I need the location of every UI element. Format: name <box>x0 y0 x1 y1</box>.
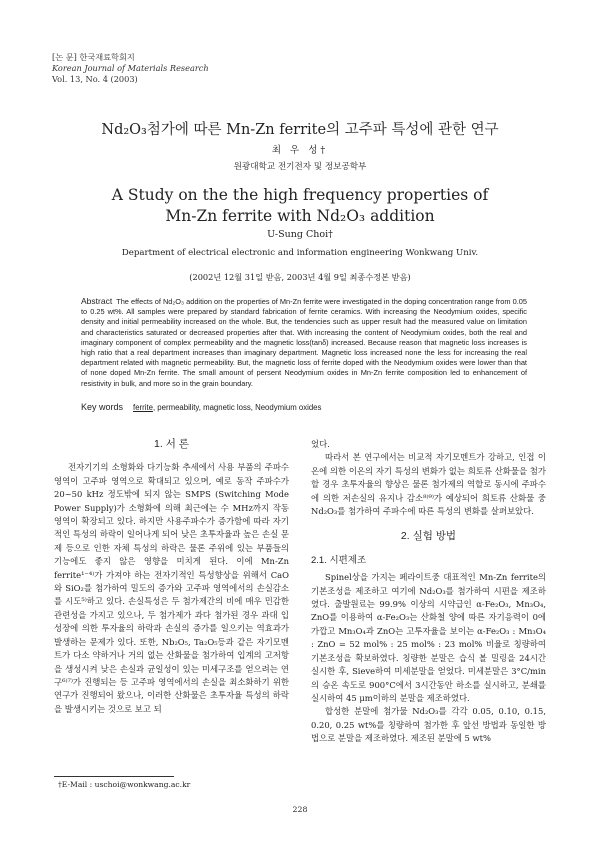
methods-paragraph-1: Spinel상을 가지는 페라이트중 대표적인 Mn-Zn ferrite의 기본조성을 제조하고 여기에 Nd₂O₃를 첨가하여 시편을 제조하였다. 출발원료는 99.9% 이상의 시약급인 α-Fe₂O₃, Mn₃O₄, ZnO를 이용하여 α-Fe₂O₃는 산화철 양에 따른 자기응력이 0에 가깝고 Mn₃O₄과 ZnO는 고투자율을 보이는 α-Fe₂O₃ : Mn₃O₄ : ZnO = 52 mol% : 25 mol% : 23 mol% 비율로 칭량하여 기본조성을 확보하였다. 칭량한 분말은 습식 볼 밀링을 24시간 실시한 후, Sieve하여 미세분말을 얻었다. 미세분말은 3°C/min의 승온 속도로 900°C에서 3시간동안 하소를 실시하고, 분쇄를 실시하여 45 μm이하의 분말을 제조하였다. <box>311 572 546 703</box>
subsection-2-1-heading: 2.1. 시편제조 <box>311 554 367 566</box>
journal-volume: Vol. 13, No. 4 (2003) <box>52 74 138 84</box>
title-korean: Nd₂O₃첨가에 따른 Mn-Zn ferrite의 고주파 특성에 관한 연구 <box>101 122 499 138</box>
section-1-heading: 1. 서 론 <box>154 438 189 450</box>
methods-paragraph-2: 합성한 분말에 첨가물 Nd₂O₃를 각각 0.05, 0.10, 0.15, 0.20, 0.25 wt%를 칭량하여 첨가한 후 앞선 방법과 동일한 방법으로 분말을 제조하였다. 제조된 분말에 5 wt% <box>311 706 546 744</box>
keyword-ferrite: ferrite <box>133 403 153 412</box>
abstract-text: The effects of Nd₂O₃ addition on the properties of Mn-Zn ferrite were investigated in the doping concentration range from 0.05 to 0.25 wt%. All samples were prepared by standard fabrication of ferrite ceramics. With increasing the Neodymium oxides, specific density and initial permeability increased on the whole. But, the tendencies such as upper result had the measured value on limitation and characteristics saturated or decreased properties after that. With increasing the content of Neodymium oxides, both the real and imaginary component of complex permeability and the magnetic loss(tanδ) increased. Because reason that magnetic loss increases is high ratio that a real department increases than imaginary department. Magnetic loss increased none the less for increasing the real department related with magnetic permeability. But, the magnetic loss of ferrite doped with the Neodymium oxides were lower than that of none doped Mn-Zn ferrite. The small amount of persent Neodymium oxides in Mn-Zn ferrite composition led to enhancement of resistivity in bulk, and more so in the grain boundary. <box>81 297 527 388</box>
intro-paragraph-2: 따라서 본 연구에서는 비교적 자기모멘트가 강하고, 인접 이온에 의한 이온의 자기 특성의 변화가 없는 희토류 산화물을 첨가할 경우 초투자율의 향상은 물론 첨가제의 역할로 동시에 주파수에 의한 저손실의 유지나 감소⁸⁾⁹⁾가 예상되어 희토류 산화물 중 Nd₂O₃를 첨가하여 주파수에 따른 특성의 변화를 살펴보았다. <box>311 452 546 517</box>
column-left <box>54 438 289 716</box>
abstract-label: Abstract <box>81 296 113 306</box>
author-english: U-Sung Choi† <box>267 229 333 240</box>
footnote-email: †E-Mail : uschoi@wonkwang.ac.kr <box>58 780 191 789</box>
keywords-label: Key words <box>81 402 124 412</box>
received-dates: (2002년 12월 31일 받음, 2003년 4월 9일 최종수정본 받음) <box>189 272 411 282</box>
title-english-line1: A Study on the the high frequency properties of <box>111 186 489 204</box>
journal-name-ko: [논 문] 한국재료학회지 <box>52 52 135 62</box>
page-number: 228 <box>292 805 308 814</box>
affiliation-korean: 원광대학교 전기전자 및 정보공학부 <box>233 162 367 172</box>
intro-paragraph: 전자기기의 소형화와 다기능화 추세에서 사용 부품의 주파수 영역이 고주파 영역으로 확대되고 있으며, 예로 동작 주파수가 20~50 kHz 정도밖에 되지 않는 SMPS (Switching Mode Power Supply)가 소형화에 의해 최근에는 수 MHz까지 작동영역이 확장되고 있다. 하지만 사용주파수가 증가함에 따라 자기적인 특성의 하락이 일어나게 되어 낮은 초투자율과 높은 손실 문제 등으로 인한 자체 특성의 하락은 물론 주위에 있는 부품들의 기능에도 좋지 않은 영향을 미치게 된다. 이에 Mn-Zn ferrite¹⁻⁴⁾가 가져야 하는 전자기적인 특성향상을 위해서 CaO와 SiO₂를 첨가하여 밀도의 증가와 고주파 영역에서의 손실감소를 시도⁵⁾하고 있다. 손실특성은 두 첨가제간의 비에 매우 민감한 관련성을 가지고 있으나, 두 첨가제가 과다 첨가된 경우 과대 입성장에 의한 투자율의 하락과 손실의 증가를 일으키는 역효과가 발생하는 문제가 있다. 또한, Nb₂O₅, Ta₂O₅등과 같은 자기모멘트가 다소 약하거나 거의 없는 산화물을 첨가하여 입계의 고저항을 생성시켜 낮은 손실과 균일성이 있는 미세구조를 얻으려는 연구⁶⁾⁷⁾가 진행되는 등 고주파 영역에서의 손실을 최소화하기 위한 연구가 진행되어 왔으나, 이러한 산화물은 초투자율 특성의 하락을 발생시키는 것으로 보고 되 <box>54 462 289 714</box>
title-english-line2: Mn-Zn ferrite with Nd₂O₃ addition <box>165 207 435 225</box>
abstract <box>81 296 527 389</box>
intro-continued: 었다. <box>311 439 330 449</box>
journal-name-en: Korean Journal of Materials Research <box>52 63 209 73</box>
section-2-heading: 2. 실험 방법 <box>400 530 457 543</box>
journal-header <box>52 52 209 85</box>
affiliation-english: Department of electrical electronic and information engineering Wonkwang Univ. <box>121 248 479 258</box>
keywords-rest: , permeability, magnetic loss, Neodymium oxides <box>152 403 322 412</box>
title-english <box>0 185 600 227</box>
footnote-divider <box>54 776 174 777</box>
author-korean: 최 우 성† <box>271 145 329 156</box>
keywords <box>81 402 527 412</box>
column-right <box>311 438 546 746</box>
